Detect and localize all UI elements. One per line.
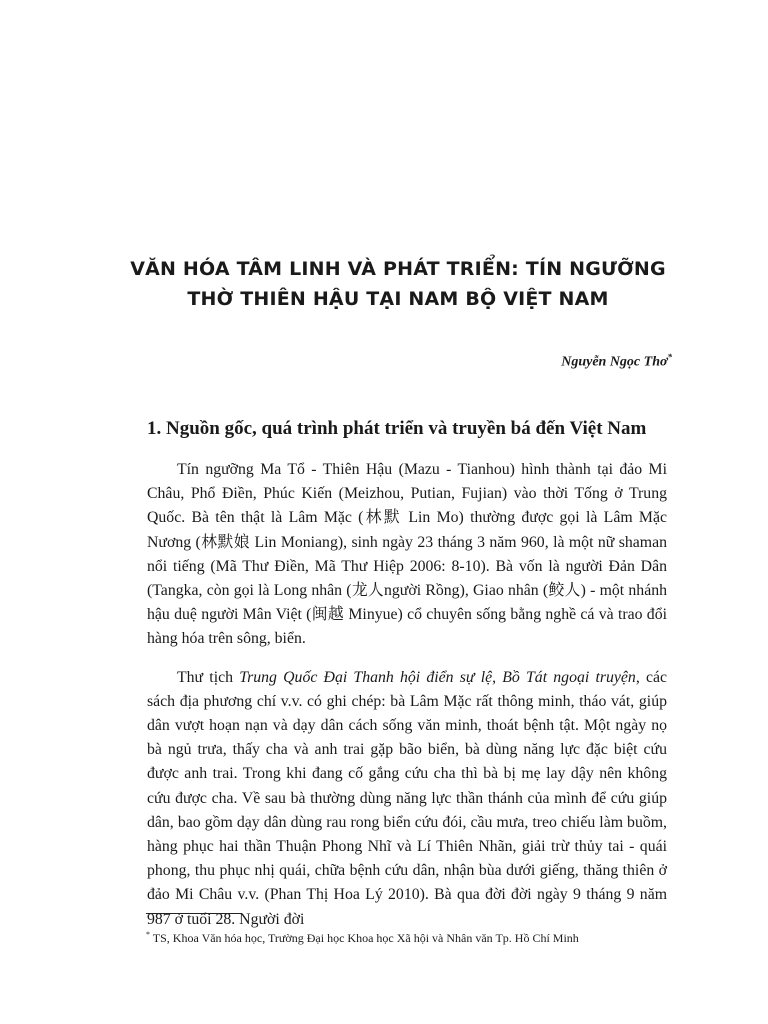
author-name bbox=[561, 352, 672, 371]
paragraph-2-title-1: Trung Quốc Đại Thanh hội điển sự lệ bbox=[239, 668, 493, 686]
title-line-1: VĂN HÓA TÂM LINH VÀ PHÁT TRIỂN: TÍN NGƯỠNG bbox=[130, 258, 666, 280]
paragraph-1: Tín ngưỡng Ma Tổ - Thiên Hậu (Mazu - Tianhou) hình thành tại đảo Mi Châu, Phổ Điền, Phúc Kiến (Meizhou, Putian, Fujian) vào thời Tống ở Trung Quốc. Bà tên thật là Lâm Mặc (林默 Lin Mo) thường được gọi là Lâm Mặc Nương (林默娘 Lin Moniang), sinh ngày 23 tháng 3 năm 960, là một nữ shaman nổi tiếng (Mã Thư Điền, Mã Thư Hiệp 2006: 8-10). Bà vốn là người Đản Dân (Tangka, còn gọi là Long nhân (龙人người Rồng), Giao nhân (鲛人) - một nhánh hậu duệ người Mân Việt (闽越 Minyue) cổ chuyên sống bằng nghề cá và trao đổi hàng hóa trên sông, biển. bbox=[147, 461, 667, 648]
paragraph-2 bbox=[147, 666, 667, 932]
title-line-2: THỜ THIÊN HẬU TẠI NAM BỘ VIỆT NAM bbox=[187, 288, 609, 310]
article-title bbox=[100, 254, 696, 314]
author-text: Nguyễn Ngọc Thơ bbox=[561, 354, 668, 370]
footnote bbox=[146, 930, 686, 946]
paragraph-2-rest: , các sách địa phương chí v.v. có ghi chép: bà Lâm Mặc rất thông minh, tháo vát, giúp dân vượt hoạn nạn và dạy dân cách sống văn minh, thoát bệnh tật. Một ngày nọ bà ngủ trưa, thấy cha và anh trai gặp bão biển, bà dùng năng lực đặc biệt cứu được anh trai. Trong khi đang cố gắng cứu cha thì bà bị mẹ lay dậy nên không cứu được cha. Về sau bà thường dùng năng lực thần thánh của mình để cứu giúp dân, bao gồm dạy dân dùng rau rong biển cứu đói, cầu mưa, treo chiếu làm buồm, hàng phục hai thần Thuận Phong Nhĩ và Lí Thiên Nhãn, giải trừ thủy tai - quái phong, thu phục nhị quái, chữa bệnh cứu dân, nhận bùa dưới giếng, thăng thiên ở đảo Mi Châu v.v. (Phan Thị Hoa Lý 2010). Bà qua đời đời ngày 9 tháng 9 năm 987 ở tuổi 28. Người đời bbox=[147, 668, 667, 928]
author-footnote-mark: * bbox=[667, 352, 672, 362]
paragraph-2-separator: , bbox=[492, 668, 503, 686]
paragraph-2-title-2: Bồ Tát ngoại truyện bbox=[502, 668, 636, 686]
paragraph-2-intro: Thư tịch bbox=[177, 668, 240, 686]
section-heading: 1. Nguồn gốc, quá trình phát triển và truyền bá đến Việt Nam bbox=[147, 418, 647, 439]
footnote-divider bbox=[146, 913, 242, 914]
body-text bbox=[147, 458, 667, 946]
footnote-text: TS, Khoa Văn hóa học, Trường Đại học Khoa học Xã hội và Nhân văn Tp. Hồ Chí Minh bbox=[150, 931, 579, 945]
footnote-mark: * bbox=[146, 930, 150, 939]
